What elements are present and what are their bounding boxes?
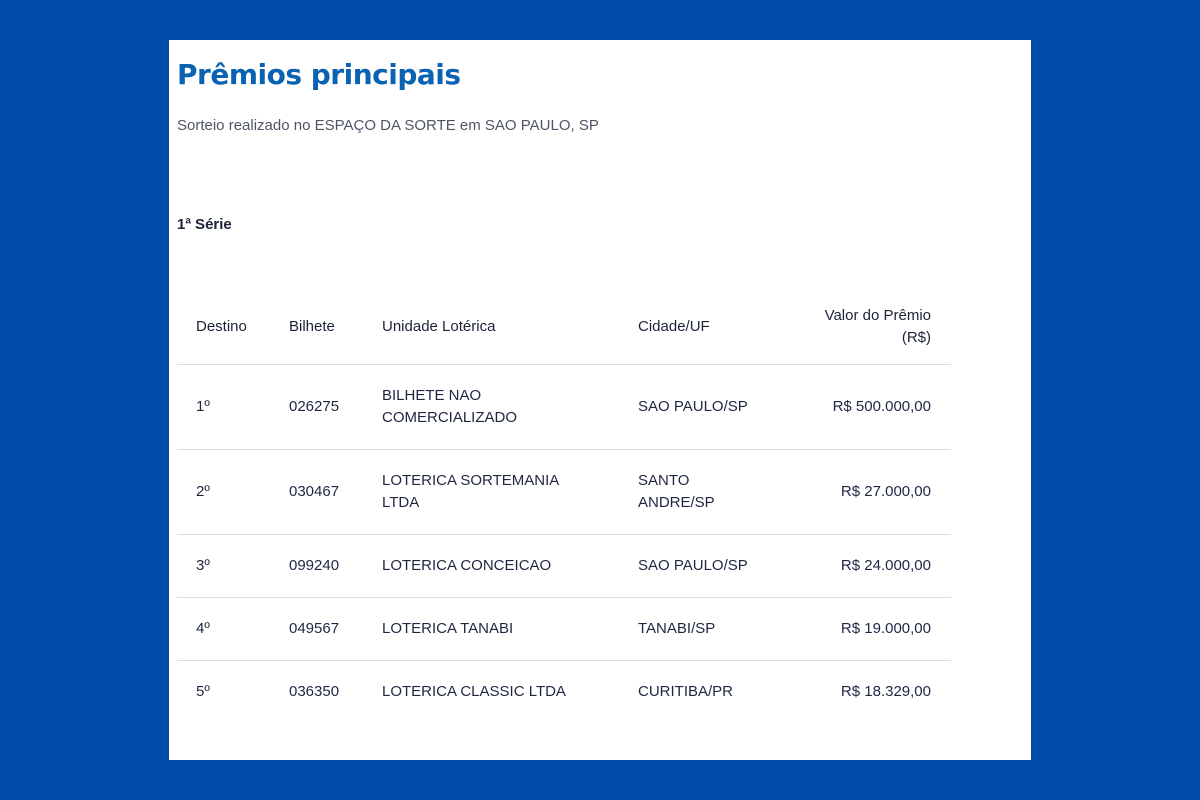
header-valor: Valor do Prêmio (R$) <box>770 290 951 365</box>
cell-valor: R$ 19.000,00 <box>770 598 951 661</box>
cell-bilhete: 049567 <box>270 598 363 661</box>
cell-cidade: SAO PAULO/SP <box>619 365 770 450</box>
table-row <box>177 365 951 450</box>
cell-valor: R$ 500.000,00 <box>770 365 951 450</box>
cell-destino: 1º <box>177 365 270 450</box>
table-header-row <box>177 290 951 365</box>
header-cidade: Cidade/UF <box>619 290 770 365</box>
cell-bilhete: 030467 <box>270 450 363 535</box>
series-heading: 1ª Série <box>177 216 232 233</box>
cell-destino: 4º <box>177 598 270 661</box>
page-title: Prêmios principais <box>177 58 461 91</box>
table-row <box>177 598 951 661</box>
prizes-card <box>169 40 1031 760</box>
cell-cidade: SAO PAULO/SP <box>619 535 770 598</box>
table-row <box>177 661 951 724</box>
cell-valor: R$ 18.329,00 <box>840 683 931 700</box>
cell-cidade: TANABI/SP <box>619 598 770 661</box>
cell-unidade: BILHETE NAO COMERCIALIZADO <box>363 365 619 450</box>
cell-bilhete: 099240 <box>270 535 363 598</box>
cell-valor: R$ 24.000,00 <box>770 535 951 598</box>
cell-unidade: LOTERICA CONCEICAO <box>363 535 619 598</box>
table-row <box>177 450 951 535</box>
header-unidade: Unidade Lotérica <box>363 290 619 365</box>
cell-cidade: CURITIBA/PR <box>638 683 734 700</box>
draw-location: Sorteio realizado no ESPAÇO DA SORTE em SAO PAULO, SP <box>177 117 599 134</box>
cell-destino: 3º <box>177 535 270 598</box>
header-destino: Destino <box>177 290 270 365</box>
cell-unidade: LOTERICA TANABI <box>363 598 619 661</box>
cell-destino: 2º <box>177 450 270 535</box>
cell-unidade: LOTERICA CLASSIC LTDA <box>382 683 566 700</box>
prizes-table <box>177 290 951 723</box>
cell-valor: R$ 27.000,00 <box>770 450 951 535</box>
cell-destino: 5º <box>196 683 210 700</box>
cell-cidade: SANTO ANDRE/SP <box>619 450 770 535</box>
header-bilhete: Bilhete <box>270 290 363 365</box>
cell-unidade: LOTERICA SORTEMANIA LTDA <box>363 450 619 535</box>
cell-bilhete: 026275 <box>270 365 363 450</box>
table-row <box>177 535 951 598</box>
cell-bilhete: 036350 <box>289 683 340 700</box>
